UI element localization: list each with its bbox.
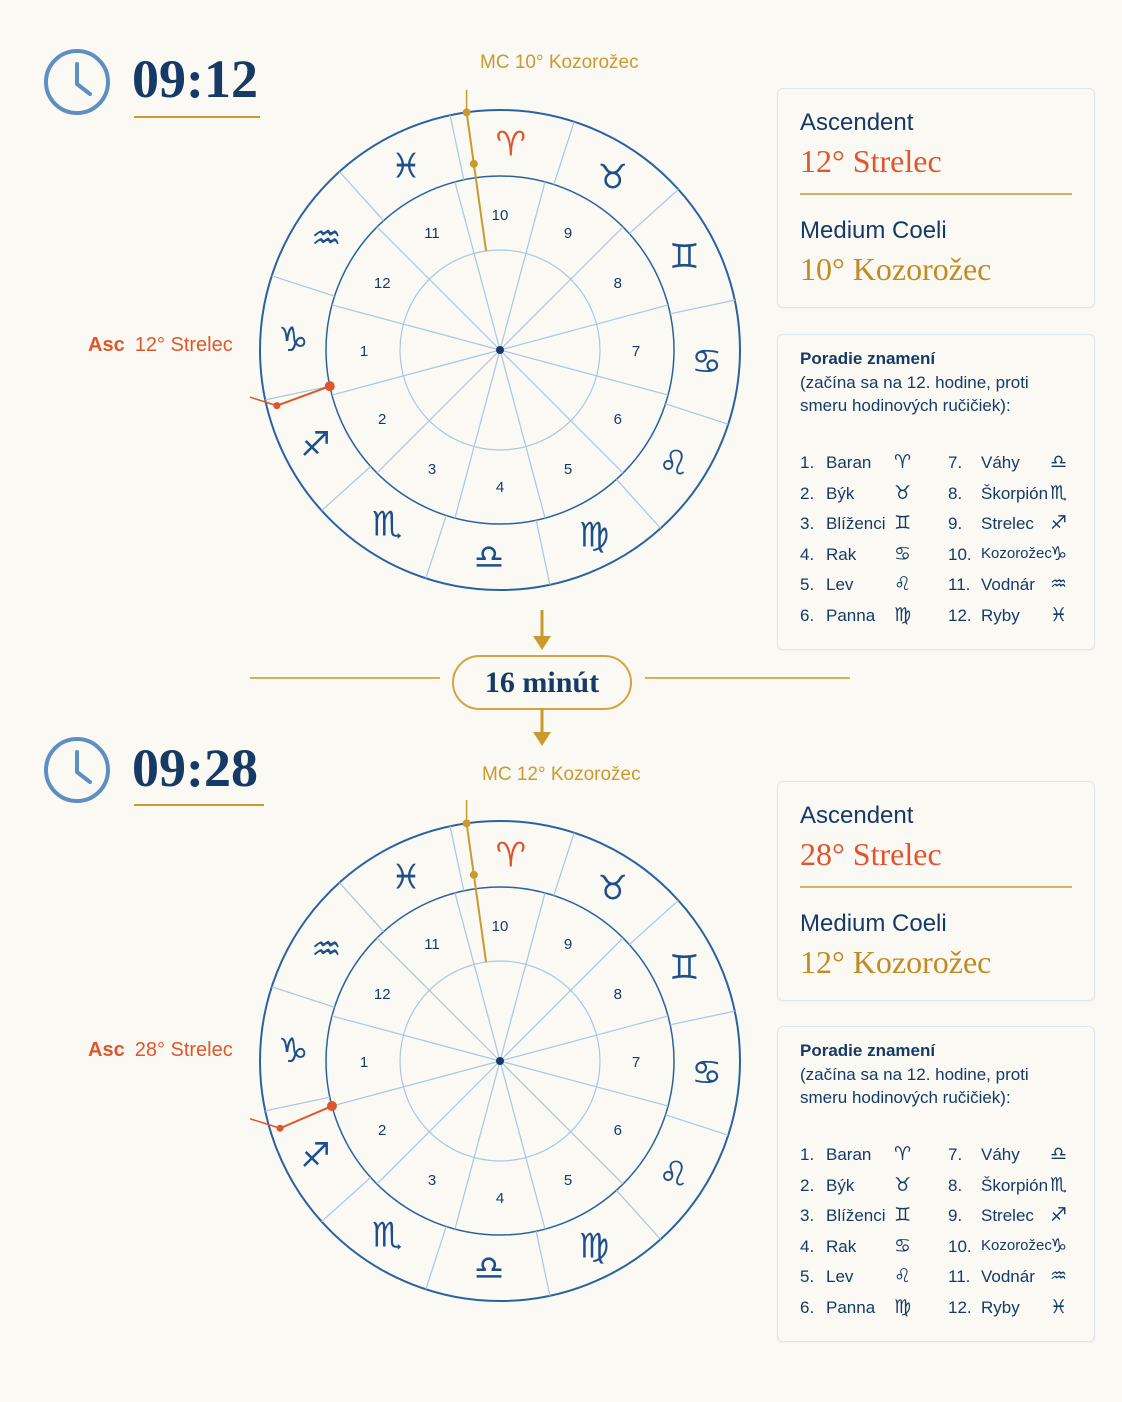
house-number-2: 2 bbox=[378, 1122, 387, 1139]
house-cusp bbox=[377, 1061, 500, 1184]
ascendant-value: 12° Strelec bbox=[800, 143, 942, 179]
sign-order-number: 2. bbox=[800, 483, 815, 503]
ascendant-title: Ascendent bbox=[800, 109, 914, 136]
house-number-8: 8 bbox=[613, 275, 622, 292]
house-number-12: 12 bbox=[373, 986, 391, 1003]
sign-glyph-icon: ♍ bbox=[894, 603, 912, 626]
house-number-10: 10 bbox=[491, 918, 509, 935]
mc-value: 12° Kozorožec bbox=[800, 944, 992, 980]
mc-title: Medium Coeli bbox=[800, 910, 947, 937]
sign-order-number: 8. bbox=[948, 483, 963, 503]
sign-glyph-icon: ♑ bbox=[1050, 1234, 1068, 1257]
time-display: 09:12 bbox=[132, 49, 258, 109]
sign-order-card bbox=[777, 334, 1095, 650]
sign-glyph-icon: ♑ bbox=[1050, 542, 1068, 565]
sign-boundary bbox=[339, 883, 383, 932]
center-dot bbox=[496, 346, 504, 354]
house-number-3: 3 bbox=[427, 1171, 437, 1189]
sign-order-number: 11. bbox=[948, 1267, 971, 1286]
zodiac-sign-9: ♐ bbox=[300, 424, 331, 465]
sign-glyph-icon: ♈ bbox=[894, 451, 912, 473]
sign-boundary bbox=[665, 404, 728, 424]
sign-order-name: Škorpión bbox=[981, 483, 1049, 503]
center-dot bbox=[496, 1057, 504, 1065]
chart-wheel bbox=[250, 800, 750, 1320]
clock-icon bbox=[42, 735, 112, 805]
sign-glyph-icon: ♏ bbox=[1050, 1173, 1068, 1196]
card-divider bbox=[800, 886, 1072, 888]
sign-glyph-icon: ♎ bbox=[1050, 451, 1068, 473]
sign-glyph-icon: ♊ bbox=[894, 512, 912, 534]
sign-order-number: 12. bbox=[948, 1297, 972, 1317]
sign-order-number: 4. bbox=[800, 1236, 815, 1256]
sign-boundary bbox=[426, 1226, 446, 1289]
house-cusp bbox=[377, 350, 500, 473]
sign-order-number: 1. bbox=[800, 453, 815, 472]
sign-order-number: 3. bbox=[800, 1206, 815, 1225]
house-cusp bbox=[500, 350, 545, 518]
zodiac-sign-6: ♍ bbox=[578, 515, 610, 556]
sign-boundary bbox=[322, 466, 371, 510]
mc-callout bbox=[467, 90, 487, 112]
zodiac-sign-4: ♋ bbox=[691, 1052, 722, 1093]
card-divider bbox=[800, 193, 1072, 195]
house-number-4: 4 bbox=[495, 1190, 505, 1207]
sign-boundary bbox=[426, 515, 446, 578]
house-cusp bbox=[332, 1016, 500, 1061]
sign-boundary bbox=[670, 300, 735, 314]
zodiac-sign-10: ♑ bbox=[278, 1031, 309, 1072]
sign-order-name: Vodnár bbox=[981, 575, 1035, 594]
asc-line bbox=[280, 1106, 332, 1128]
sign-order-number: 5. bbox=[800, 575, 815, 594]
mc-value: 10° Kozorožec bbox=[800, 251, 992, 287]
house-cusp bbox=[455, 350, 500, 518]
zodiac-sign-1: ♈ bbox=[495, 124, 527, 165]
sign-glyph-icon: ♓ bbox=[1050, 1295, 1068, 1318]
sign-order-number: 6. bbox=[800, 1297, 815, 1317]
sign-boundary bbox=[272, 276, 335, 296]
angles-card bbox=[777, 88, 1095, 308]
house-cusp bbox=[500, 305, 668, 350]
house-number-7: 7 bbox=[631, 343, 641, 360]
house-cusp bbox=[455, 1061, 500, 1229]
zodiac-sign-12: ♓ bbox=[390, 146, 422, 187]
sign-order-name: Rak bbox=[826, 1236, 857, 1256]
sign-glyph-icon: ♋ bbox=[894, 542, 912, 565]
sign-glyph-icon: ♈ bbox=[894, 1143, 912, 1165]
sign-order-name: Kozorožec bbox=[981, 1236, 1052, 1254]
house-cusp bbox=[500, 1061, 623, 1184]
zodiac-sign-3: ♊ bbox=[669, 237, 700, 278]
sign-order-name: Baran bbox=[826, 453, 872, 472]
sign-order-number: 9. bbox=[948, 514, 963, 533]
house-number-1: 1 bbox=[359, 1054, 369, 1071]
time-underline bbox=[134, 116, 260, 118]
sign-boundary bbox=[616, 1190, 660, 1239]
asc-prefix: Asc bbox=[88, 334, 125, 356]
sign-boundary bbox=[536, 520, 550, 585]
asc-value: 28° Strelec bbox=[134, 1039, 233, 1061]
sign-boundary bbox=[554, 833, 574, 896]
asc-prefix: Asc bbox=[88, 1039, 125, 1061]
house-number-12: 12 bbox=[373, 275, 391, 292]
arrow-down-icon bbox=[531, 610, 553, 652]
zodiac-sign-12: ♓ bbox=[390, 857, 422, 898]
house-cusp bbox=[500, 350, 668, 395]
interval-badge: 16 minút bbox=[452, 655, 632, 710]
chart-wheel bbox=[250, 90, 750, 610]
sign-order-number: 5. bbox=[800, 1267, 815, 1286]
sign-order-name: Vodnár bbox=[981, 1267, 1035, 1286]
asc-label bbox=[88, 1039, 233, 1062]
sign-boundary bbox=[322, 1177, 371, 1221]
time-display: 09:28 bbox=[132, 738, 258, 798]
house-cusp bbox=[500, 1016, 668, 1061]
zodiac-sign-11: ♒ bbox=[311, 929, 342, 970]
house-cusp bbox=[332, 305, 500, 350]
mc-line bbox=[467, 823, 486, 962]
sign-order-number: 6. bbox=[800, 605, 815, 625]
order-title: Poradie znamení bbox=[800, 349, 936, 368]
sign-boundary bbox=[536, 1231, 550, 1296]
sign-order-name: Kozorožec bbox=[981, 544, 1052, 562]
zodiac-sign-10: ♑ bbox=[278, 320, 309, 361]
sign-order-number: 10. bbox=[948, 1236, 972, 1256]
sign-boundary bbox=[339, 172, 383, 221]
zodiac-sign-11: ♒ bbox=[311, 218, 342, 259]
sign-glyph-icon: ♎ bbox=[1050, 1143, 1068, 1165]
house-number-2: 2 bbox=[378, 411, 387, 428]
sign-glyph-icon: ♐ bbox=[1050, 1204, 1068, 1226]
sign-order-name: Lev bbox=[826, 1267, 854, 1286]
divider-right bbox=[645, 677, 850, 679]
sign-boundary bbox=[665, 1115, 728, 1135]
sign-order-name: Býk bbox=[826, 483, 855, 503]
sign-order-number: 8. bbox=[948, 1175, 963, 1195]
house-number-5: 5 bbox=[563, 1171, 573, 1189]
order-subtitle: (začína sa na 12. hodine, proti smeru hodinových ručičiek): bbox=[800, 1065, 1029, 1107]
zodiac-sign-2: ♉ bbox=[597, 157, 628, 198]
sign-boundary bbox=[265, 1097, 330, 1111]
house-cusp bbox=[332, 350, 500, 395]
mc-label: MC 12° Kozorožec bbox=[482, 764, 641, 785]
sign-order-name: Škorpión bbox=[981, 1175, 1049, 1195]
sign-glyph-icon: ♉ bbox=[894, 481, 912, 504]
house-number-11: 11 bbox=[424, 225, 440, 243]
mc-line bbox=[467, 112, 486, 251]
mc-callout bbox=[467, 800, 487, 823]
house-cusp bbox=[500, 1061, 545, 1229]
sign-boundary bbox=[616, 479, 660, 528]
zodiac-sign-3: ♊ bbox=[669, 948, 700, 989]
sign-boundary bbox=[629, 189, 678, 233]
sign-order-name: Váhy bbox=[981, 453, 1020, 472]
house-number-6: 6 bbox=[613, 411, 622, 428]
sign-glyph-icon: ♋ bbox=[894, 1234, 912, 1257]
mc-label: MC 10° Kozorožec bbox=[480, 52, 639, 73]
house-cusp bbox=[500, 1061, 668, 1106]
sign-order-name: Panna bbox=[826, 1297, 876, 1317]
sign-glyph-icon: ♉ bbox=[894, 1173, 912, 1196]
sign-order-card bbox=[777, 1026, 1095, 1342]
house-number-7: 7 bbox=[631, 1054, 641, 1071]
sign-order-name: Baran bbox=[826, 1145, 872, 1164]
sign-order-number: 2. bbox=[800, 1175, 815, 1195]
sign-order-number: 7. bbox=[948, 453, 963, 472]
clock-icon bbox=[42, 47, 112, 117]
zodiac-sign-8: ♏ bbox=[372, 504, 403, 545]
asc-label bbox=[88, 334, 233, 357]
sign-glyph-icon: ♒ bbox=[1050, 1265, 1068, 1287]
house-cusp bbox=[377, 938, 500, 1061]
house-cusp bbox=[500, 938, 623, 1061]
sign-order-name: Strelec bbox=[981, 1206, 1034, 1225]
sign-order-name: Lev bbox=[826, 575, 854, 594]
ascendant-value: 28° Strelec bbox=[800, 836, 942, 872]
zodiac-sign-6: ♍ bbox=[578, 1226, 610, 1267]
house-number-3: 3 bbox=[427, 460, 437, 478]
sign-glyph-icon: ♐ bbox=[1050, 512, 1068, 534]
ascendant-title: Ascendent bbox=[800, 802, 914, 829]
sign-glyph-icon: ♓ bbox=[1050, 603, 1068, 626]
zodiac-sign-4: ♋ bbox=[691, 341, 722, 382]
sign-order-name: Blíženci bbox=[826, 1206, 886, 1225]
sign-order-number: 9. bbox=[948, 1206, 963, 1225]
sign-order-name: Býk bbox=[826, 1175, 855, 1195]
house-number-4: 4 bbox=[495, 479, 505, 496]
sign-glyph-icon: ♊ bbox=[894, 1204, 912, 1226]
time-underline bbox=[134, 804, 264, 806]
mc-title: Medium Coeli bbox=[800, 217, 947, 244]
sign-boundary bbox=[272, 987, 335, 1007]
order-subtitle: (začína sa na 12. hodine, proti smeru hodinových ručičiek): bbox=[800, 373, 1029, 415]
sign-boundary bbox=[554, 122, 574, 185]
sign-order-number: 3. bbox=[800, 514, 815, 533]
sign-order-number: 10. bbox=[948, 544, 972, 564]
asc-marker bbox=[325, 381, 335, 391]
sign-order-name: Strelec bbox=[981, 514, 1034, 533]
house-number-9: 9 bbox=[563, 225, 573, 243]
sign-order-name: Blíženci bbox=[826, 514, 886, 533]
sign-boundary bbox=[629, 900, 678, 944]
house-cusp bbox=[500, 350, 623, 473]
asc-value: 12° Strelec bbox=[134, 334, 233, 356]
sign-glyph-icon: ♒ bbox=[1050, 573, 1068, 595]
house-number-5: 5 bbox=[563, 460, 573, 478]
zodiac-sign-9: ♐ bbox=[300, 1135, 331, 1176]
house-number-1: 1 bbox=[359, 343, 369, 360]
house-cusp bbox=[332, 1061, 500, 1106]
sign-order-number: 11. bbox=[948, 575, 971, 594]
house-cusp bbox=[500, 227, 623, 350]
asc-marker bbox=[327, 1101, 337, 1111]
house-number-11: 11 bbox=[424, 936, 440, 954]
sign-glyph-icon: ♍ bbox=[894, 1295, 912, 1318]
house-cusp bbox=[377, 227, 500, 350]
sign-order-number: 1. bbox=[800, 1145, 815, 1164]
sign-order-name: Váhy bbox=[981, 1145, 1020, 1164]
mc-marker bbox=[470, 160, 478, 168]
sign-order-name: Ryby bbox=[981, 605, 1020, 625]
zodiac-sign-5: ♌ bbox=[658, 1154, 689, 1195]
house-number-10: 10 bbox=[491, 207, 509, 224]
zodiac-sign-7: ♎ bbox=[473, 537, 505, 578]
zodiac-sign-2: ♉ bbox=[597, 868, 628, 909]
sign-glyph-icon: ♌ bbox=[894, 1265, 912, 1287]
zodiac-sign-7: ♎ bbox=[473, 1248, 505, 1289]
zodiac-sign-5: ♌ bbox=[658, 443, 689, 484]
house-number-9: 9 bbox=[563, 936, 573, 954]
angles-card bbox=[777, 781, 1095, 1001]
house-number-8: 8 bbox=[613, 986, 622, 1003]
sign-order-name: Ryby bbox=[981, 1297, 1020, 1317]
order-title: Poradie znamení bbox=[800, 1041, 936, 1060]
sign-boundary bbox=[670, 1011, 735, 1025]
arrow-down-icon bbox=[531, 708, 553, 748]
sign-order-name: Panna bbox=[826, 605, 876, 625]
house-number-6: 6 bbox=[613, 1122, 622, 1139]
divider-left bbox=[250, 677, 440, 679]
sign-boundary bbox=[450, 826, 464, 891]
zodiac-sign-1: ♈ bbox=[495, 835, 527, 876]
sign-boundary bbox=[450, 115, 464, 180]
zodiac-sign-8: ♏ bbox=[372, 1215, 403, 1256]
sign-order-number: 7. bbox=[948, 1145, 963, 1164]
sign-order-number: 12. bbox=[948, 605, 972, 625]
mc-marker bbox=[470, 871, 478, 879]
sign-order-name: Rak bbox=[826, 544, 857, 564]
sign-order-number: 4. bbox=[800, 544, 815, 564]
sign-glyph-icon: ♏ bbox=[1050, 481, 1068, 504]
sign-glyph-icon: ♌ bbox=[894, 573, 912, 595]
